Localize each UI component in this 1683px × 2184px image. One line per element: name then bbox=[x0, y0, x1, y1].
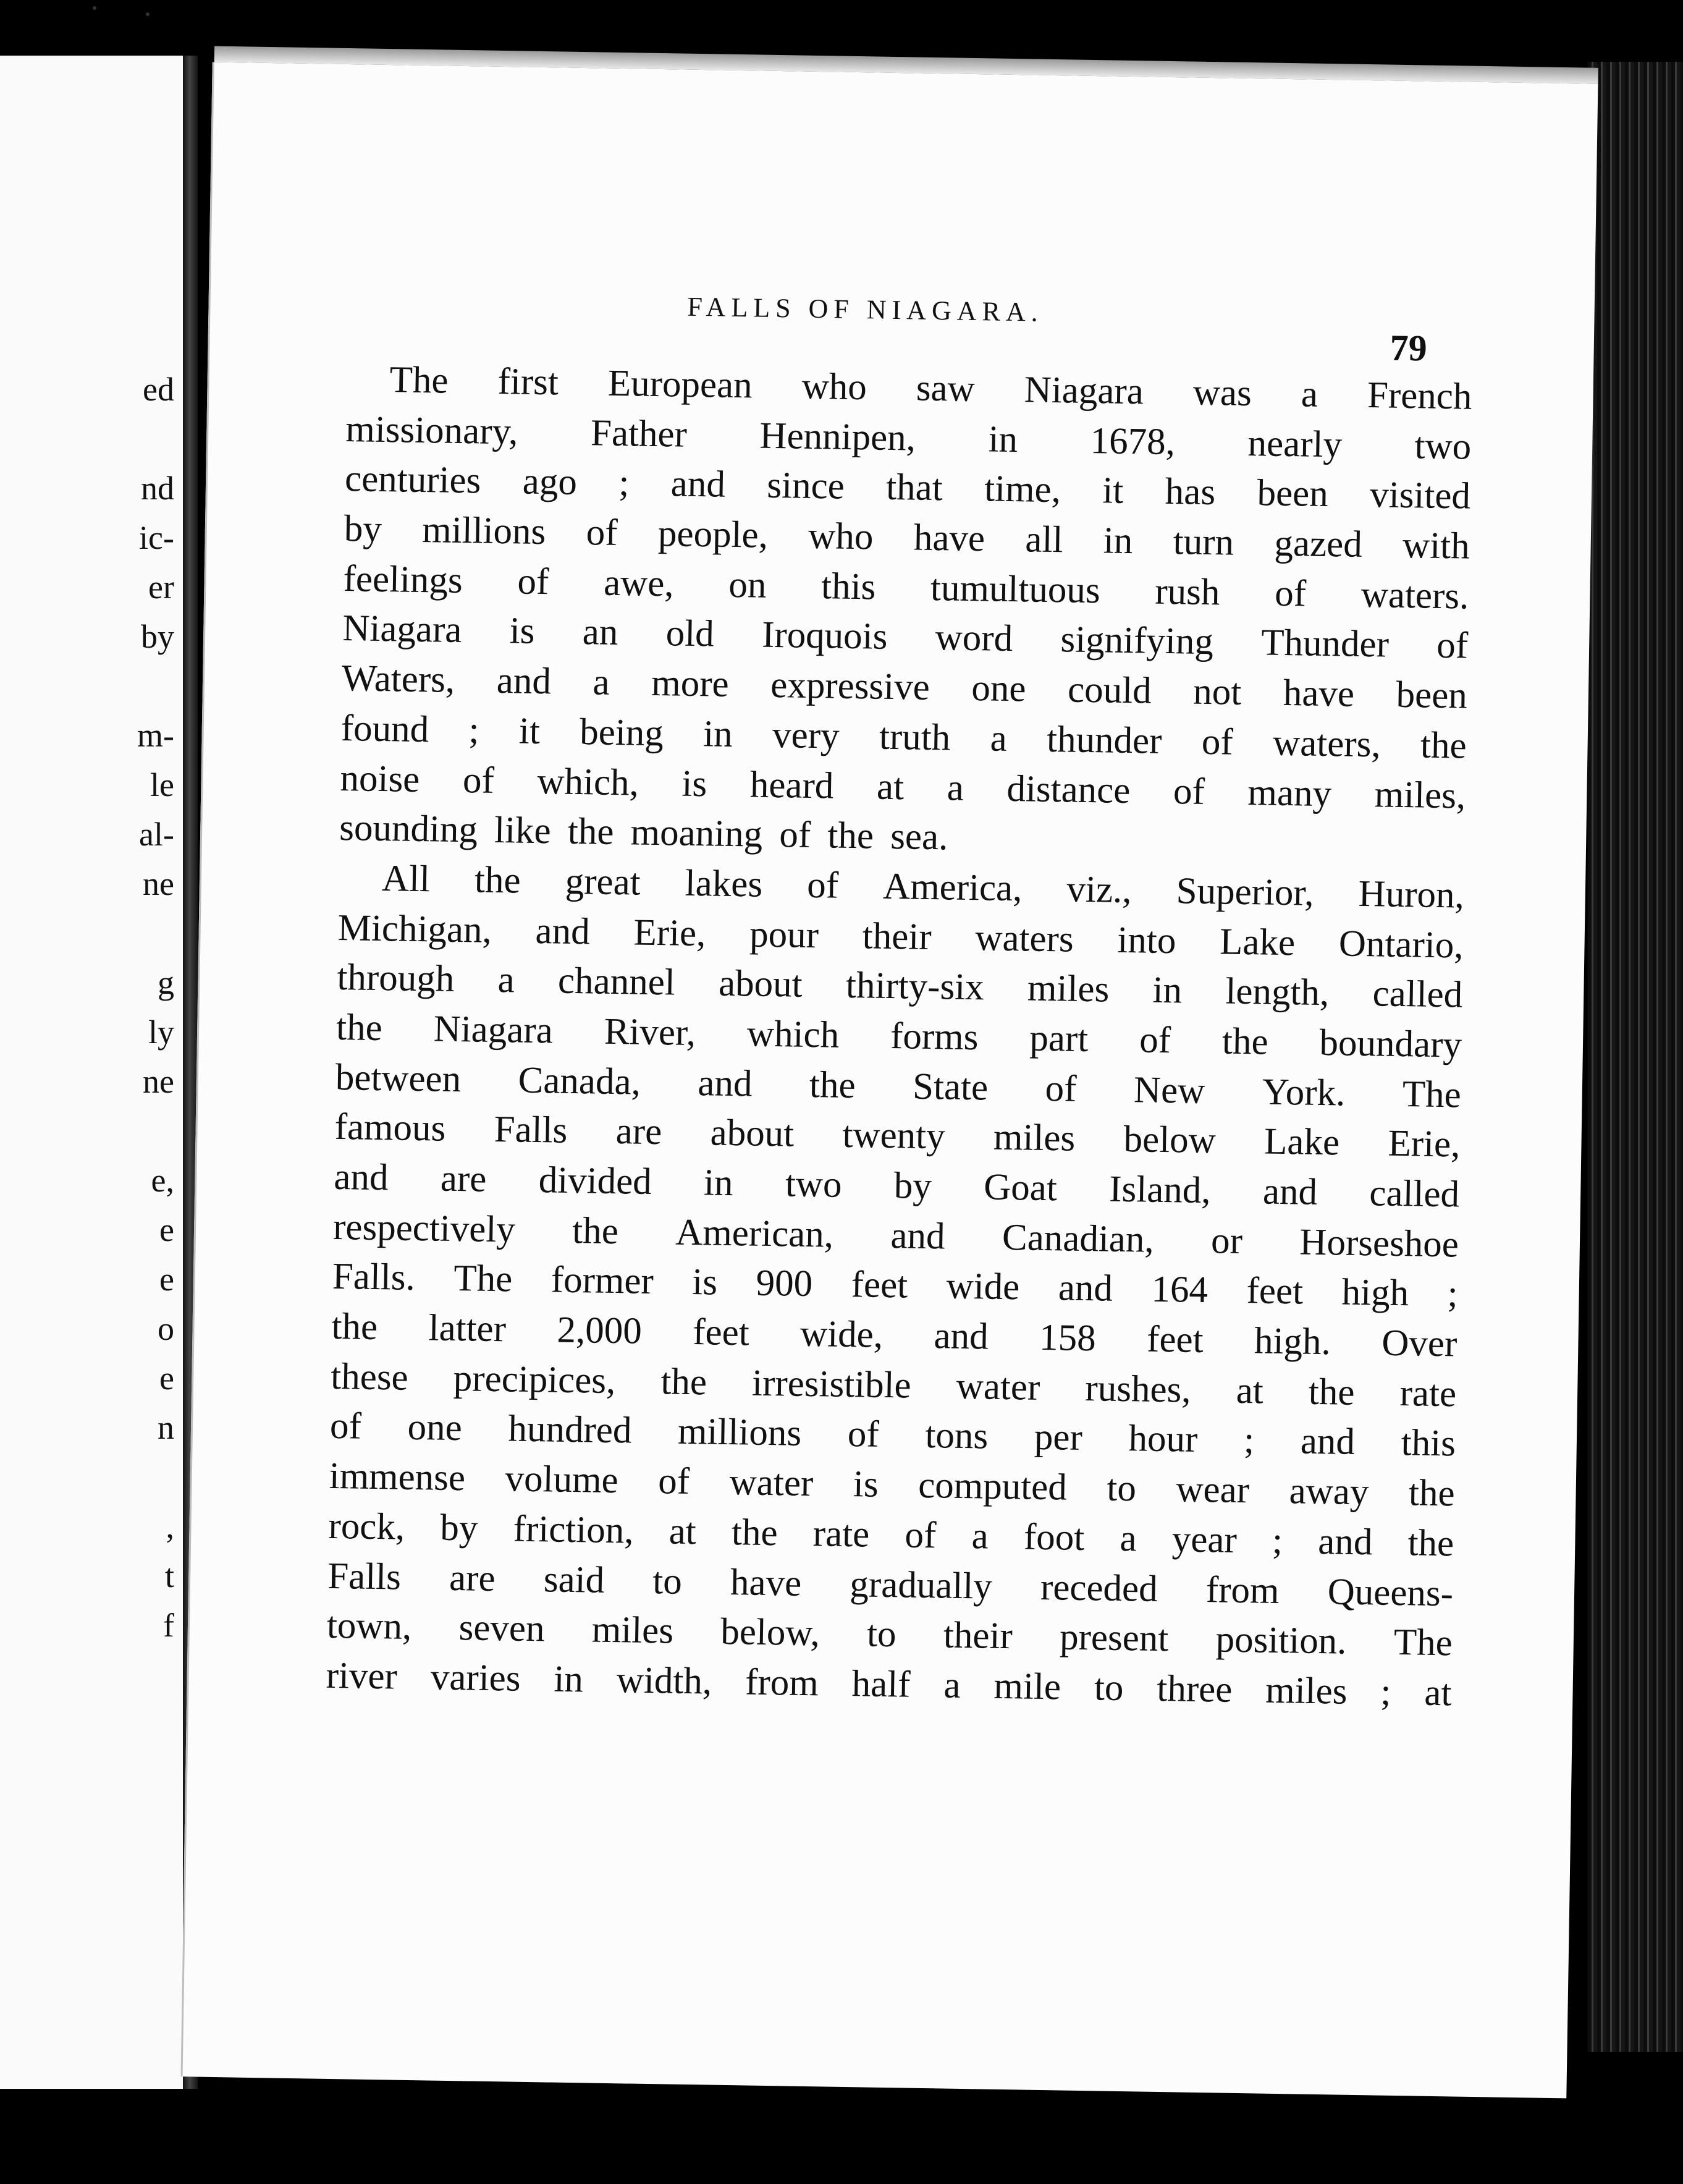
word: 2,000 bbox=[556, 1309, 643, 1352]
word: is bbox=[853, 1463, 879, 1505]
word: Falls bbox=[494, 1109, 568, 1152]
word: The bbox=[1393, 1622, 1453, 1664]
word: Michigan, bbox=[337, 907, 492, 951]
word: their bbox=[862, 915, 932, 958]
word: The bbox=[453, 1258, 513, 1300]
line-fragment bbox=[137, 661, 174, 711]
word: called bbox=[1369, 1172, 1460, 1216]
word: Thunder bbox=[1260, 622, 1390, 666]
word: of bbox=[806, 864, 839, 907]
word: by bbox=[344, 508, 382, 551]
word: waters bbox=[974, 916, 1074, 960]
word: Horseshoe bbox=[1299, 1221, 1459, 1266]
line-fragment: o bbox=[158, 1310, 174, 1347]
word: of bbox=[778, 814, 828, 857]
body-text bbox=[326, 355, 1472, 1719]
word: below bbox=[1123, 1119, 1217, 1162]
word: a bbox=[990, 717, 1008, 760]
word: and bbox=[1300, 1420, 1356, 1463]
word: Niagara bbox=[433, 1008, 554, 1052]
word: the bbox=[567, 810, 631, 853]
word: thirty-six bbox=[845, 965, 985, 1009]
word: the bbox=[1221, 1020, 1269, 1063]
word: miles bbox=[591, 1609, 674, 1652]
word: at bbox=[669, 1510, 697, 1552]
word: miles bbox=[1265, 1669, 1348, 1712]
word: a bbox=[497, 959, 515, 1001]
word: of bbox=[517, 561, 549, 603]
word: position. bbox=[1215, 1619, 1348, 1662]
word: hundred bbox=[508, 1408, 632, 1452]
word: river bbox=[326, 1654, 398, 1698]
word: great bbox=[565, 860, 641, 904]
word: of bbox=[1045, 1067, 1078, 1110]
word: friction, bbox=[513, 1508, 635, 1552]
word: of bbox=[462, 759, 495, 802]
word: present bbox=[1059, 1616, 1169, 1660]
word: two bbox=[1414, 425, 1472, 468]
word: in bbox=[988, 418, 1018, 460]
word: below, bbox=[720, 1611, 820, 1654]
word: channel bbox=[557, 960, 676, 1004]
line-fragment bbox=[137, 908, 174, 958]
word: moaning bbox=[630, 811, 780, 856]
word: length, bbox=[1225, 970, 1330, 1014]
word: water bbox=[729, 1462, 814, 1505]
word: called bbox=[1372, 973, 1463, 1016]
word: American, bbox=[675, 1211, 834, 1256]
word: the bbox=[474, 859, 521, 902]
word: of bbox=[657, 1460, 690, 1503]
word: distance bbox=[1006, 768, 1131, 811]
word: All bbox=[381, 857, 431, 900]
word: and bbox=[1058, 1267, 1113, 1310]
word: or bbox=[1210, 1219, 1243, 1262]
word: receded bbox=[1040, 1566, 1158, 1610]
word: and bbox=[1317, 1520, 1373, 1564]
word: turn bbox=[1173, 521, 1234, 564]
word: millions bbox=[421, 509, 546, 553]
word: Niagara bbox=[342, 607, 462, 651]
line-fragment: nd bbox=[141, 470, 174, 507]
word: feelings bbox=[343, 557, 463, 601]
page-number: 79 bbox=[1390, 327, 1428, 369]
word: to bbox=[1094, 1667, 1124, 1709]
word: Falls. bbox=[332, 1256, 416, 1299]
word: and bbox=[697, 1062, 753, 1105]
word: part bbox=[1029, 1017, 1089, 1060]
line-fragment: by bbox=[141, 618, 174, 655]
word: of bbox=[1139, 1019, 1171, 1062]
word: former bbox=[550, 1259, 654, 1303]
previous-page bbox=[0, 56, 185, 2089]
word: and bbox=[934, 1315, 989, 1358]
word: the bbox=[660, 1361, 707, 1403]
word: this bbox=[820, 565, 876, 608]
word: truth bbox=[879, 716, 951, 759]
word: rush bbox=[1154, 570, 1220, 614]
line-fragment: , bbox=[166, 1508, 174, 1545]
word: pour bbox=[749, 913, 819, 956]
word: about bbox=[718, 962, 803, 1006]
word: at bbox=[1236, 1369, 1264, 1412]
word: divided bbox=[538, 1159, 652, 1203]
word: of bbox=[847, 1413, 880, 1456]
word: Huron, bbox=[1358, 873, 1465, 916]
word: the bbox=[1407, 1522, 1454, 1565]
word: viz., bbox=[1066, 868, 1133, 911]
word: expressive bbox=[770, 664, 930, 709]
word: it bbox=[1102, 470, 1124, 512]
word: one bbox=[407, 1407, 463, 1449]
word: this bbox=[1401, 1422, 1456, 1465]
word: of bbox=[329, 1405, 362, 1448]
word: not bbox=[1192, 671, 1242, 713]
word: miles bbox=[1027, 967, 1110, 1010]
word: Goat bbox=[983, 1166, 1058, 1209]
word: tons bbox=[924, 1415, 989, 1458]
word: European bbox=[607, 362, 753, 407]
word: water bbox=[956, 1365, 1040, 1408]
word: Erie, bbox=[633, 912, 706, 954]
word: volume bbox=[505, 1458, 619, 1502]
previous-page-line-ends bbox=[137, 365, 174, 1650]
word: wide, bbox=[799, 1313, 884, 1356]
word: New bbox=[1133, 1069, 1205, 1112]
word: feet bbox=[1246, 1270, 1304, 1313]
word: from bbox=[1205, 1568, 1280, 1612]
word: Canada, bbox=[518, 1059, 641, 1103]
word: by bbox=[439, 1507, 478, 1549]
word: 164 bbox=[1151, 1269, 1208, 1311]
word: mile bbox=[993, 1665, 1061, 1708]
word: twenty bbox=[842, 1114, 946, 1158]
word: is bbox=[691, 1261, 718, 1304]
word: from bbox=[744, 1661, 819, 1704]
word: York. bbox=[1262, 1071, 1346, 1114]
word: feet bbox=[692, 1311, 750, 1354]
word: many bbox=[1247, 771, 1332, 815]
word: tumultuous bbox=[930, 567, 1101, 612]
word: the bbox=[731, 1511, 778, 1554]
word: one bbox=[971, 667, 1026, 710]
line-fragment: al- bbox=[139, 816, 174, 853]
word: two bbox=[785, 1163, 843, 1206]
word: first bbox=[497, 360, 559, 404]
word: foot bbox=[1023, 1516, 1085, 1559]
word: ; bbox=[1380, 1671, 1391, 1713]
word: ; bbox=[618, 462, 630, 504]
word: Lake bbox=[1263, 1120, 1340, 1164]
word: word bbox=[935, 617, 1013, 660]
word: which bbox=[746, 1013, 840, 1056]
word: State bbox=[912, 1065, 989, 1109]
word: heard bbox=[749, 763, 834, 807]
word: about bbox=[710, 1112, 795, 1155]
word: is bbox=[681, 763, 707, 805]
word: ; bbox=[1447, 1273, 1459, 1315]
scan-speck bbox=[93, 6, 96, 10]
word: thunder bbox=[1046, 718, 1163, 762]
word: Iroquois bbox=[761, 614, 888, 658]
word: and bbox=[333, 1156, 389, 1199]
word: Waters, bbox=[341, 658, 455, 701]
word: French bbox=[1367, 375, 1472, 418]
word: of bbox=[1274, 572, 1307, 615]
word: who bbox=[808, 515, 874, 558]
word: precipices, bbox=[453, 1357, 616, 1402]
word: the bbox=[809, 1064, 856, 1106]
word: half bbox=[851, 1663, 911, 1706]
scan-speck bbox=[146, 12, 150, 16]
word: people, bbox=[657, 513, 769, 556]
word: sea. bbox=[890, 816, 948, 858]
word: of bbox=[586, 512, 618, 554]
word: high. bbox=[1254, 1320, 1331, 1363]
word: 1678, bbox=[1090, 420, 1176, 463]
word: of bbox=[905, 1514, 937, 1557]
word: ago bbox=[522, 460, 578, 504]
word: seven bbox=[458, 1607, 546, 1650]
word: away bbox=[1289, 1470, 1369, 1513]
word: and bbox=[670, 463, 726, 506]
word: feet bbox=[851, 1264, 908, 1306]
word: the bbox=[827, 815, 891, 858]
line-fragment: er bbox=[148, 569, 174, 606]
word: computed bbox=[917, 1464, 1068, 1509]
word: The bbox=[1402, 1073, 1462, 1116]
word: that bbox=[885, 467, 943, 509]
word: is bbox=[509, 610, 535, 653]
line-fragment: g bbox=[158, 964, 174, 1001]
word: rushes, bbox=[1084, 1367, 1192, 1411]
word: an bbox=[582, 611, 618, 654]
word: Canadian, bbox=[1002, 1216, 1155, 1261]
word: very bbox=[772, 714, 840, 757]
word: has bbox=[1165, 471, 1216, 514]
word: found bbox=[340, 707, 429, 751]
word: boundary bbox=[1319, 1022, 1462, 1066]
word: latter bbox=[428, 1307, 507, 1350]
word: these bbox=[330, 1355, 409, 1399]
word: to bbox=[866, 1613, 897, 1656]
word: immense bbox=[329, 1455, 466, 1499]
book-page-edges bbox=[1588, 62, 1683, 2052]
line-fragment bbox=[137, 414, 174, 463]
word: high bbox=[1341, 1271, 1409, 1314]
word: since bbox=[766, 465, 845, 508]
word: nearly bbox=[1247, 422, 1343, 466]
word: it bbox=[518, 710, 541, 752]
word: wide bbox=[946, 1265, 1020, 1308]
line-fragment: ed bbox=[143, 371, 174, 408]
word: feet bbox=[1146, 1318, 1204, 1361]
word: into bbox=[1116, 919, 1176, 962]
word: a bbox=[943, 1664, 961, 1706]
word: and bbox=[1262, 1170, 1318, 1213]
line-fragment: e bbox=[159, 1261, 174, 1298]
word: all bbox=[1024, 518, 1063, 561]
word: the bbox=[335, 1006, 383, 1049]
word: and bbox=[496, 660, 552, 703]
word: with bbox=[1402, 525, 1470, 567]
word: rock, bbox=[328, 1505, 405, 1548]
word: ; bbox=[1243, 1420, 1255, 1462]
word: rate bbox=[1399, 1372, 1457, 1415]
word: at bbox=[1424, 1672, 1452, 1714]
word: a bbox=[971, 1515, 989, 1557]
word: at bbox=[876, 766, 905, 808]
word: are bbox=[449, 1557, 496, 1599]
word: of bbox=[1173, 770, 1205, 813]
word: signifying bbox=[1060, 619, 1214, 663]
word: gradually bbox=[849, 1563, 993, 1607]
word: was bbox=[1192, 371, 1252, 415]
word: to bbox=[1106, 1467, 1137, 1510]
word: centuries bbox=[344, 458, 481, 502]
word: Niagara bbox=[1024, 369, 1144, 413]
word: Hennipen, bbox=[759, 415, 916, 459]
word: visited bbox=[1369, 474, 1471, 518]
word: said bbox=[543, 1558, 605, 1601]
word: millions bbox=[677, 1411, 802, 1455]
word: waters. bbox=[1360, 574, 1469, 617]
line-fragment: e bbox=[159, 1360, 174, 1397]
word: ; bbox=[468, 709, 480, 751]
word: rate bbox=[812, 1512, 870, 1555]
word: the bbox=[572, 1209, 619, 1252]
word: more bbox=[651, 662, 730, 705]
word: waters, bbox=[1272, 722, 1381, 766]
word: miles, bbox=[1374, 773, 1466, 817]
word: America, bbox=[882, 865, 1023, 910]
word: and bbox=[535, 910, 591, 952]
line-fragment: ic- bbox=[139, 519, 174, 556]
current-page bbox=[181, 62, 1598, 2099]
word: River, bbox=[604, 1010, 696, 1054]
word: by bbox=[893, 1165, 932, 1208]
word: a bbox=[947, 766, 964, 809]
word: in bbox=[553, 1658, 584, 1701]
word: in bbox=[703, 1162, 734, 1204]
word: who bbox=[801, 365, 867, 408]
line-fragment bbox=[137, 1452, 174, 1502]
word: saw bbox=[916, 367, 976, 410]
word: Ontario, bbox=[1338, 922, 1464, 967]
line-fragment: e, bbox=[151, 1162, 174, 1199]
word: respectively bbox=[332, 1206, 516, 1251]
word: time, bbox=[984, 468, 1061, 511]
word: could bbox=[1067, 669, 1152, 712]
word: and bbox=[890, 1214, 946, 1258]
line-fragment: m- bbox=[137, 717, 174, 754]
word: per bbox=[1034, 1416, 1083, 1459]
running-head: FALLS OF NIAGARA. bbox=[687, 291, 1044, 328]
line-fragment: e bbox=[159, 1211, 174, 1248]
word: Superior, bbox=[1176, 870, 1315, 914]
word: a bbox=[1301, 373, 1318, 415]
line-fragment: f bbox=[163, 1607, 174, 1644]
word: Erie, bbox=[1388, 1123, 1461, 1166]
word: the bbox=[1308, 1371, 1356, 1413]
word: a bbox=[1120, 1517, 1137, 1560]
word: have bbox=[1283, 672, 1355, 715]
word: to bbox=[652, 1560, 683, 1602]
word: old bbox=[665, 612, 715, 655]
word: town, bbox=[326, 1604, 412, 1648]
word: year bbox=[1171, 1518, 1238, 1561]
word: the bbox=[1420, 724, 1467, 767]
word: famous bbox=[334, 1106, 446, 1150]
word: Queens- bbox=[1327, 1570, 1454, 1614]
word: The bbox=[389, 359, 449, 402]
word: irresistible bbox=[751, 1362, 912, 1407]
word: have bbox=[730, 1561, 802, 1604]
word: sounding bbox=[339, 807, 495, 852]
line-fragment: ne bbox=[143, 1063, 174, 1100]
word: Falls bbox=[327, 1555, 402, 1598]
word: Lake bbox=[1219, 920, 1296, 963]
word: ; bbox=[1272, 1520, 1283, 1562]
word: lakes bbox=[685, 862, 763, 905]
word: a bbox=[593, 661, 610, 703]
word: miles bbox=[993, 1116, 1076, 1160]
word: awe, bbox=[603, 562, 675, 605]
word: wear bbox=[1176, 1468, 1250, 1512]
word: have bbox=[913, 517, 985, 560]
word: Father bbox=[590, 412, 688, 455]
word: 158 bbox=[1039, 1316, 1097, 1360]
word: on bbox=[728, 564, 767, 606]
line-fragment: ly bbox=[148, 1014, 174, 1051]
word: three bbox=[1156, 1667, 1233, 1711]
word: are bbox=[440, 1158, 487, 1200]
word: their bbox=[943, 1614, 1013, 1657]
word: been bbox=[1396, 674, 1468, 717]
line-fragment: le bbox=[150, 766, 174, 803]
line-fragment: t bbox=[164, 1557, 174, 1594]
word: which, bbox=[537, 760, 639, 804]
word: hour bbox=[1128, 1418, 1198, 1461]
word: width, bbox=[616, 1659, 712, 1703]
word: in bbox=[1103, 520, 1133, 562]
word: noise bbox=[340, 757, 420, 800]
word: of bbox=[1201, 721, 1234, 763]
word: being bbox=[579, 711, 664, 754]
word: 900 bbox=[756, 1263, 813, 1305]
word: are bbox=[615, 1111, 662, 1153]
word: through bbox=[336, 957, 455, 1001]
word: in bbox=[702, 713, 733, 755]
word: the bbox=[1408, 1472, 1456, 1515]
word: varies bbox=[430, 1656, 521, 1699]
word: forms bbox=[890, 1015, 979, 1059]
word: Island, bbox=[1108, 1168, 1212, 1212]
word: Over bbox=[1381, 1322, 1457, 1365]
word: in bbox=[1152, 969, 1183, 1012]
word: gazed bbox=[1274, 522, 1363, 565]
line-fragment bbox=[137, 1106, 174, 1156]
word: missionary, bbox=[345, 408, 518, 453]
word: like bbox=[494, 810, 568, 852]
word: been bbox=[1257, 472, 1329, 515]
line-fragment: n bbox=[158, 1409, 174, 1446]
line-fragment: ne bbox=[143, 865, 174, 902]
word: the bbox=[331, 1305, 378, 1348]
word: between bbox=[335, 1056, 462, 1100]
word: of bbox=[1436, 625, 1469, 667]
